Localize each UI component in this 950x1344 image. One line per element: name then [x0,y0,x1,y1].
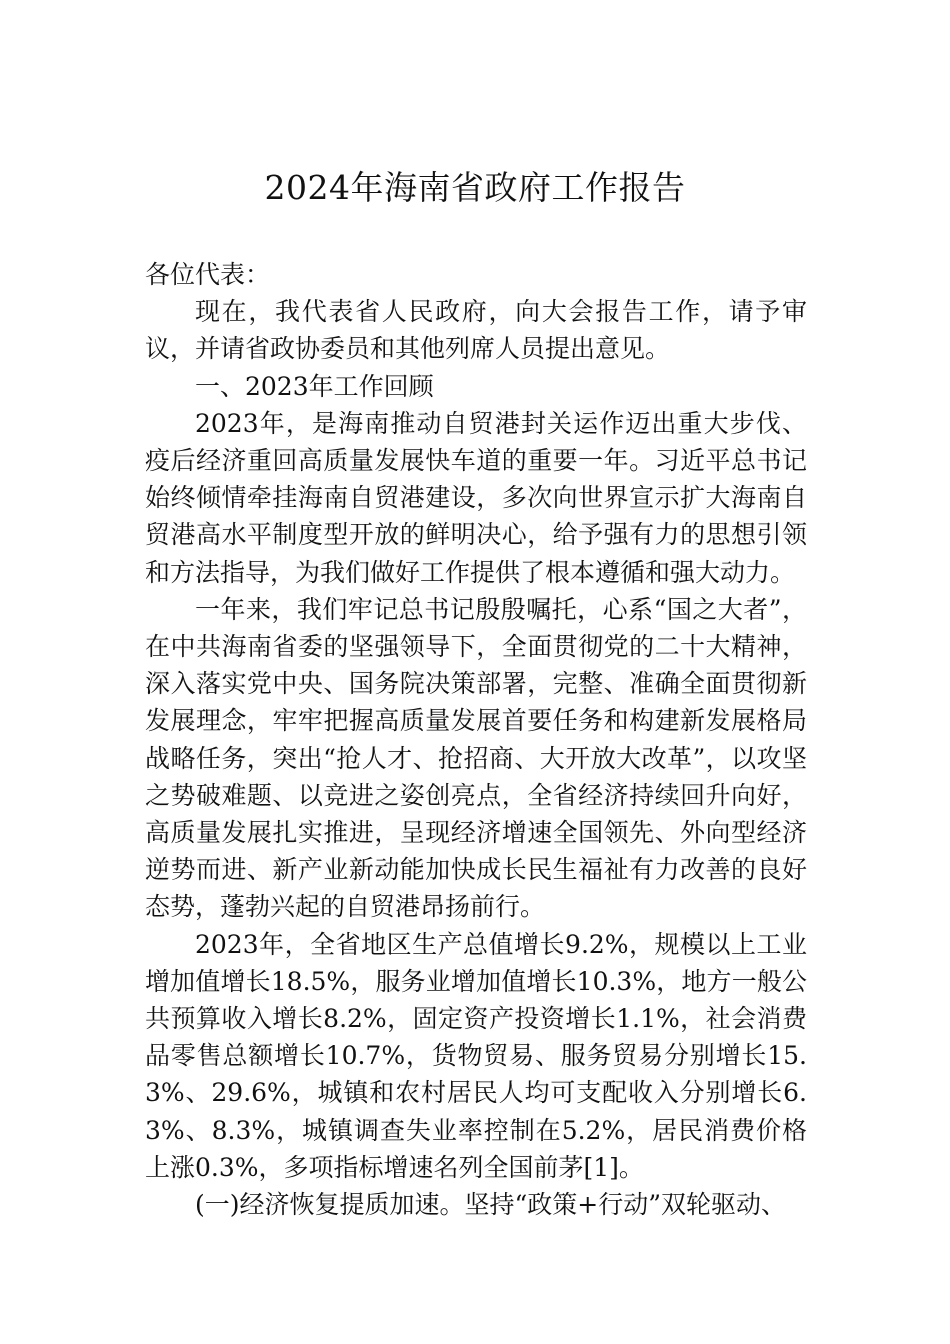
section-heading: 一、2023年工作回顾 [195,371,434,401]
document-title: 2024年海南省政府工作报告 [264,168,686,207]
document-body [145,256,807,1223]
paragraph-economy: (一)经济恢复提质加速。坚持“政策+行动”双轮驱动、 [195,1190,787,1220]
paragraph-intro: 现在，我代表省人民政府，向大会报告工作，请予审议，并请省政协委员和其他列席人员提出意见。 [145,297,807,364]
salutation: 各位代表： [145,260,271,289]
paragraph-overview: 2023年，是海南推动自贸港封关运作迈出重大步伐、疫后经济重回高质量发展快车道的重要一年。习近平总书记始终倾情牵挂海南自贸港建设，多次向世界宣示扩大海南自贸港高水平制度型开放的鲜明决心，给予强有力的思想引领和方法指导，为我们做好工作提供了根本遵循和强大动力。 [145,408,807,587]
paragraph-statistics: 2023年，全省地区生产总值增长9.2%，规模以上工业增加值增长18.5%，服务业增加值增长10.3%，地方一般公共预算收入增长8.2%，固定资产投资增长1.1%，社会消费品零售总额增长10.7%，货物贸易、服务贸易分别增长15.3%、29.6%，城镇和农村居民人均可支配收入分别增长6.3%、8.3%，城镇调查失业率控制在5.2%，居民消费价格上涨0.3%，多项指标增速名列全国前茅[1]。 [145,929,807,1182]
paragraph-achievements: 一年来，我们牢记总书记殷殷嘱托，心系“国之大者”，在中共海南省委的坚强领导下，全面贯彻党的二十大精神，深入落实党中央、国务院决策部署，完整、准确全面贯彻新发展理念，牢牢把握高质量发展首要任务和构建新发展格局战略任务，突出“抢人才、抢招商、大开放大改革”，以攻坚之势破难题、以竞进之姿创亮点，全省经济持续回升向好，高质量发展扎实推进，呈现经济增速全国领先、外向型经济逆势而进、新产业新动能加快成长民生福祉有力改善的良好态势，蓬勃兴起的自贸港昂扬前行。 [145,594,807,922]
